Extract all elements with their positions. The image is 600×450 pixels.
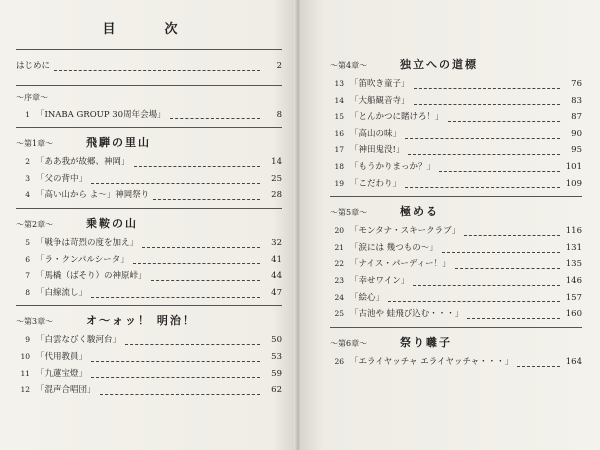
dot-leader <box>405 130 560 139</box>
entry-page: 8 <box>276 109 282 120</box>
entry-title: 「白雲なびく駿河台」 <box>36 335 122 346</box>
entry-page: 157 <box>565 292 582 303</box>
chapter-title: 飛騨の里山 <box>86 136 151 150</box>
toc-entry[interactable] <box>330 290 582 307</box>
toc-entry[interactable] <box>16 349 282 366</box>
dot-leader <box>517 358 560 367</box>
toc-entry[interactable] <box>330 93 582 110</box>
entry-number: 18 <box>334 161 344 171</box>
entry-page: 90 <box>571 128 582 139</box>
toc-entry[interactable] <box>330 354 582 371</box>
entry-page: 146 <box>565 275 582 286</box>
entry-title: 「混声合唱団」 <box>36 385 96 396</box>
entry-title: 「古池や 蛙飛び込む・・・」 <box>350 309 464 320</box>
entry-page: 28 <box>271 190 282 201</box>
dot-leader <box>91 289 260 298</box>
entry-number: 8 <box>25 287 30 297</box>
chapter-block <box>16 306 282 402</box>
dot-leader <box>388 293 560 302</box>
toc-entry[interactable] <box>16 58 282 75</box>
right-page <box>300 0 600 450</box>
entry-number: 3 <box>25 173 30 183</box>
toc-entry[interactable] <box>330 142 582 159</box>
chapter-label: 〜第1章〜 <box>16 139 54 149</box>
dot-leader <box>151 272 260 281</box>
chapter-block <box>330 328 582 375</box>
dot-leader <box>91 353 260 362</box>
toc-entry[interactable] <box>16 366 282 383</box>
toc-entry[interactable] <box>16 382 282 399</box>
entry-page: 32 <box>271 237 282 248</box>
toc-entry[interactable] <box>16 187 282 204</box>
entry-title: はじめに <box>16 61 51 71</box>
entry-page: 160 <box>565 309 582 320</box>
entry-title: 「代用教員」 <box>36 351 88 362</box>
entry-number: 15 <box>334 112 344 122</box>
entry-title: 「涙には 幾つもの〜」 <box>350 242 438 253</box>
entry-title: 「神田鬼没!」 <box>350 145 405 156</box>
entry-title: 「こだわり」 <box>350 178 402 189</box>
toc-entry[interactable] <box>330 76 582 93</box>
chapter-label: 〜第5章〜 <box>330 208 368 218</box>
entry-number: 22 <box>334 259 344 269</box>
chapter-title: 祭り囃子 <box>400 335 452 349</box>
entry-number: 10 <box>20 351 30 361</box>
entry-number: 1 <box>25 109 30 119</box>
toc-entry[interactable] <box>330 126 582 143</box>
entry-number: 19 <box>334 178 344 188</box>
entry-title: 「大船観音寺」 <box>350 95 410 106</box>
chapter-label: 〜第4章〜 <box>330 61 368 70</box>
chapter-block <box>330 197 582 328</box>
entry-page: 164 <box>565 356 582 367</box>
chapter-title: 乗鞍の山 <box>86 216 138 230</box>
entry-page: 131 <box>565 242 582 253</box>
chapter-block <box>16 86 282 129</box>
dot-leader <box>439 163 560 172</box>
chapter-title: 極める <box>400 205 439 219</box>
entry-number: 26 <box>334 356 344 366</box>
dot-leader <box>408 146 560 155</box>
entry-number: 21 <box>334 242 344 252</box>
chapter-block <box>16 128 282 209</box>
entry-number: 5 <box>25 237 30 247</box>
toc-title: 目 次 <box>102 22 196 37</box>
toc-entry[interactable] <box>16 235 282 252</box>
chapter-label: 〜序章〜 <box>16 92 48 102</box>
entry-title: 「九蓮宝燈」 <box>36 368 88 379</box>
entry-page: 47 <box>271 287 282 298</box>
entry-number: 23 <box>334 275 344 285</box>
toc-entry[interactable] <box>16 332 282 349</box>
dot-leader <box>464 227 560 236</box>
entry-page: 44 <box>271 271 282 282</box>
entry-page: 87 <box>571 112 582 123</box>
toc-entry[interactable] <box>330 159 582 176</box>
toc-entry[interactable] <box>330 240 582 257</box>
chapter-block <box>16 209 282 306</box>
entry-title: 「ああ我が故郷、神岡」 <box>36 157 130 168</box>
entry-title: 「高山の味」 <box>350 128 402 139</box>
entry-title: 「ラ・クンパルシータ」 <box>36 254 129 265</box>
entry-title: 「高い山から よ〜」神岡祭り <box>36 190 150 201</box>
entry-number: 4 <box>25 190 30 200</box>
dot-leader <box>414 80 560 89</box>
dot-leader <box>448 113 560 122</box>
entry-page: 109 <box>565 178 582 189</box>
entry-number: 9 <box>25 335 30 345</box>
entry-number: 20 <box>334 226 344 236</box>
toc-entry[interactable] <box>330 273 582 290</box>
toc-entry[interactable] <box>330 109 582 126</box>
toc-entry[interactable] <box>330 306 582 323</box>
entry-page: 50 <box>271 335 282 346</box>
dot-leader <box>142 239 260 248</box>
entry-title: 「絵心」 <box>350 292 385 303</box>
dot-leader <box>153 191 260 200</box>
entry-page: 25 <box>271 173 282 184</box>
dot-leader <box>91 369 260 378</box>
dot-leader <box>170 110 260 119</box>
entry-page: 135 <box>565 259 582 270</box>
entry-title: 「ナイス・パーディー！」 <box>350 259 451 270</box>
dot-leader <box>442 244 560 253</box>
dot-leader <box>54 62 260 71</box>
dot-leader <box>413 277 560 286</box>
entry-page: 83 <box>571 95 582 106</box>
entry-number: 12 <box>20 385 30 395</box>
dot-leader <box>455 260 560 269</box>
entry-page: 2 <box>276 61 282 71</box>
toc-entry[interactable] <box>16 154 282 171</box>
entry-number: 13 <box>334 79 344 88</box>
entry-number: 25 <box>334 309 344 319</box>
chapter-title: 独立への道標 <box>400 58 478 71</box>
entry-number: 14 <box>334 95 344 105</box>
dot-leader <box>405 179 560 188</box>
dot-leader <box>467 310 560 319</box>
entry-number: 11 <box>20 368 30 378</box>
dot-leader <box>125 336 260 345</box>
chapter-block <box>330 50 582 197</box>
dot-leader <box>100 386 260 395</box>
dot-leader <box>134 158 260 167</box>
entry-page: 116 <box>565 226 582 237</box>
entry-page: 41 <box>271 254 282 265</box>
chapter-label: 〜第3章〜 <box>16 317 54 327</box>
entry-number: 24 <box>334 292 344 302</box>
toc-entry[interactable] <box>330 176 582 193</box>
entry-page: 53 <box>271 351 282 362</box>
entry-page: 62 <box>271 385 282 396</box>
entry-number: 6 <box>25 254 30 264</box>
chapter-title: オ〜ォッ！ 明治！ <box>86 314 196 328</box>
entry-page: 95 <box>571 145 582 156</box>
left-page <box>0 0 296 450</box>
entry-number: 16 <box>334 128 344 138</box>
chapter-label: 〜第2章〜 <box>16 219 54 229</box>
entry-title: 「父の背中」 <box>36 173 88 184</box>
toc-entry[interactable] <box>330 256 582 273</box>
entry-title: 「幸せワイン」 <box>350 275 410 286</box>
entry-number: 17 <box>334 145 344 155</box>
dot-leader <box>91 175 260 184</box>
entry-title: 「馬橇（ばそり）の神原峠」 <box>36 271 147 282</box>
entry-title: 「モンタナ・スキークラブ」 <box>350 226 461 237</box>
toc-entry[interactable] <box>16 171 282 188</box>
entry-title: 「白線流し」 <box>36 287 88 298</box>
entry-number: 2 <box>25 157 30 167</box>
toc-entry[interactable] <box>16 252 282 269</box>
entry-title: 「INABA GROUP 30周年会場」 <box>36 109 166 120</box>
entry-title: 「エライヤッチャ エライヤッチャ・・・」 <box>350 356 514 367</box>
entry-page: 76 <box>571 79 582 89</box>
intro-block <box>16 49 282 86</box>
entry-title: 「笛吹き童子」 <box>350 79 410 89</box>
entry-page: 101 <box>565 161 582 172</box>
dot-leader <box>414 96 560 105</box>
toc-entry[interactable] <box>16 285 282 302</box>
chapter-label: 〜第6章〜 <box>330 338 368 348</box>
entry-title: 「とんかつに賭けろ！」 <box>350 112 444 123</box>
entry-title: 「もうかりまっか？」 <box>350 161 436 172</box>
entry-number: 7 <box>25 271 30 281</box>
entry-page: 14 <box>271 157 282 168</box>
dot-leader <box>133 255 260 264</box>
toc-entry[interactable] <box>330 223 582 240</box>
entry-page: 59 <box>271 368 282 379</box>
entry-title: 「戦争は苛烈の度を加え」 <box>36 237 139 248</box>
toc-entry[interactable] <box>16 268 282 285</box>
toc-entry[interactable] <box>16 107 282 124</box>
